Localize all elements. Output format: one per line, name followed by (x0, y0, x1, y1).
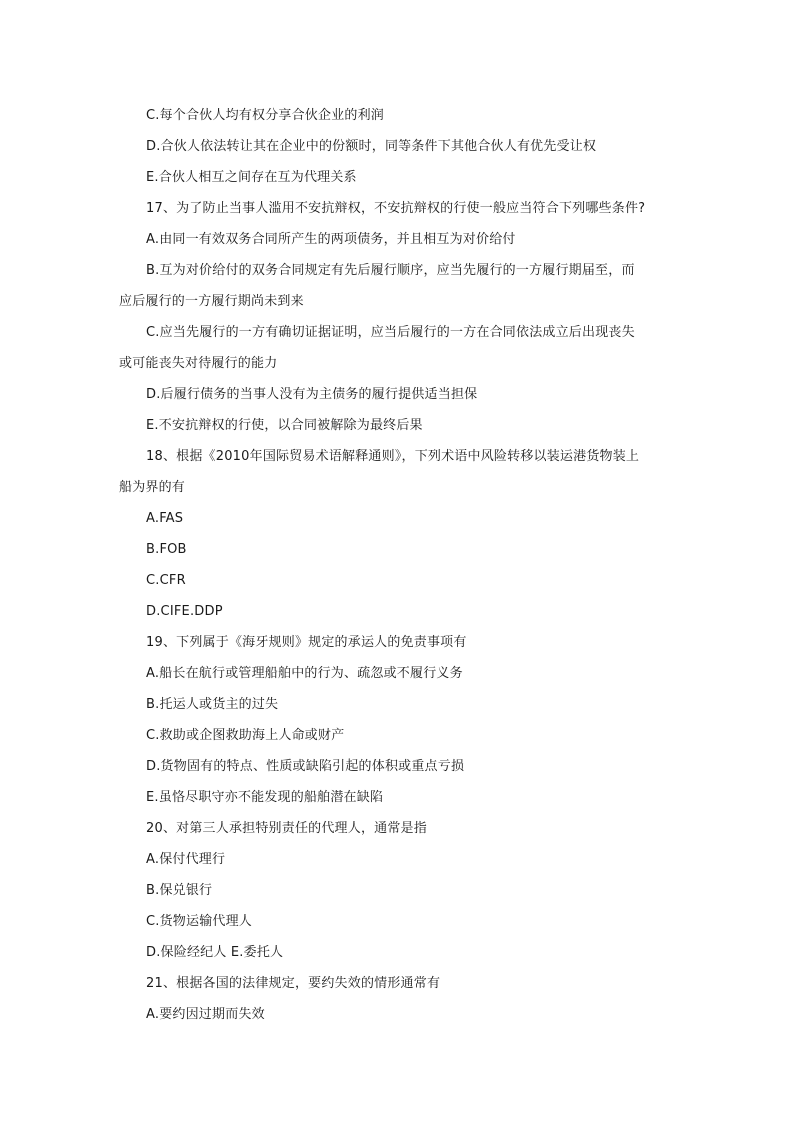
q19-option-d: D.货物固有的特点、性质或缺陷引起的体积或重点亏损 (146, 759, 465, 774)
q20-question: 20、对第三人承担特别责任的代理人，通常是指 (146, 821, 427, 836)
q17-option-b-line1: B.互为对价给付的双务合同规定有先后履行顺序，应当先履行的一方履行期届至，而 (146, 263, 635, 278)
q18-option-c: C.CFR (146, 573, 186, 588)
q17-option-c-line1: C.应当先履行的一方有确切证据证明，应当后履行的一方在合同依法成立后出现丧失 (146, 325, 635, 340)
q17-option-d: D.后履行债务的当事人没有为主债务的履行提供适当担保 (146, 387, 478, 402)
q18-option-d: D.CIFE.DDP (146, 604, 223, 619)
q20-option-b: B.保兑银行 (146, 883, 213, 898)
q21-question: 21、根据各国的法律规定，要约失效的情形通常有 (146, 976, 441, 991)
q18-option-b: B.FOB (146, 542, 187, 557)
q18-question-line2: 船为界的有 (119, 480, 186, 495)
q20-option-a: A.保付代理行 (146, 852, 226, 867)
q17-option-c-line2: 或可能丧失对待履行的能力 (119, 356, 278, 371)
q20-option-c: C.货物运输代理人 (146, 914, 253, 929)
q21-option-a: A.要约因过期而失效 (146, 1007, 265, 1022)
q19-question: 19、下列属于《海牙规则》规定的承运人的免责事项有 (146, 635, 467, 650)
q17-question: 17、为了防止当事人滥用不安抗辩权，不安抗辩权的行使一般应当符合下列哪些条件? (146, 201, 646, 216)
q20-option-de: D.保险经纪人 E.委托人 (146, 945, 284, 960)
q17-option-e: E.不安抗辩权的行使，以合同被解除为最终后果 (146, 418, 423, 433)
q18-question-line1: 18、根据《2010年国际贸易术语解释通则》，下列术语中风险转移以装运港货物装上 (146, 449, 640, 464)
q16-option-d: D.合伙人依法转让其在企业中的份额时，同等条件下其他合伙人有优先受让权 (146, 139, 597, 154)
q17-option-b-line2: 应后履行的一方履行期尚未到来 (119, 294, 304, 309)
q18-option-a: A.FAS (146, 511, 184, 526)
q19-option-a: A.船长在航行或管理船舶中的行为、疏忽或不履行义务 (146, 666, 463, 681)
q17-option-a: A.由同一有效双务合同所产生的两项债务，并且相互为对价给付 (146, 232, 516, 247)
q19-option-e: E.虽恪尽职守亦不能发现的船舶潜在缺陷 (146, 790, 384, 805)
document-body (119, 100, 679, 1030)
q16-option-e: E.合伙人相互之间存在互为代理关系 (146, 170, 357, 185)
q19-option-c: C.救助或企图救助海上人命或财产 (146, 728, 345, 743)
q16-option-c: C.每个合伙人均有权分享合伙企业的利润 (146, 108, 385, 123)
q19-option-b: B.托运人或货主的过失 (146, 697, 279, 712)
